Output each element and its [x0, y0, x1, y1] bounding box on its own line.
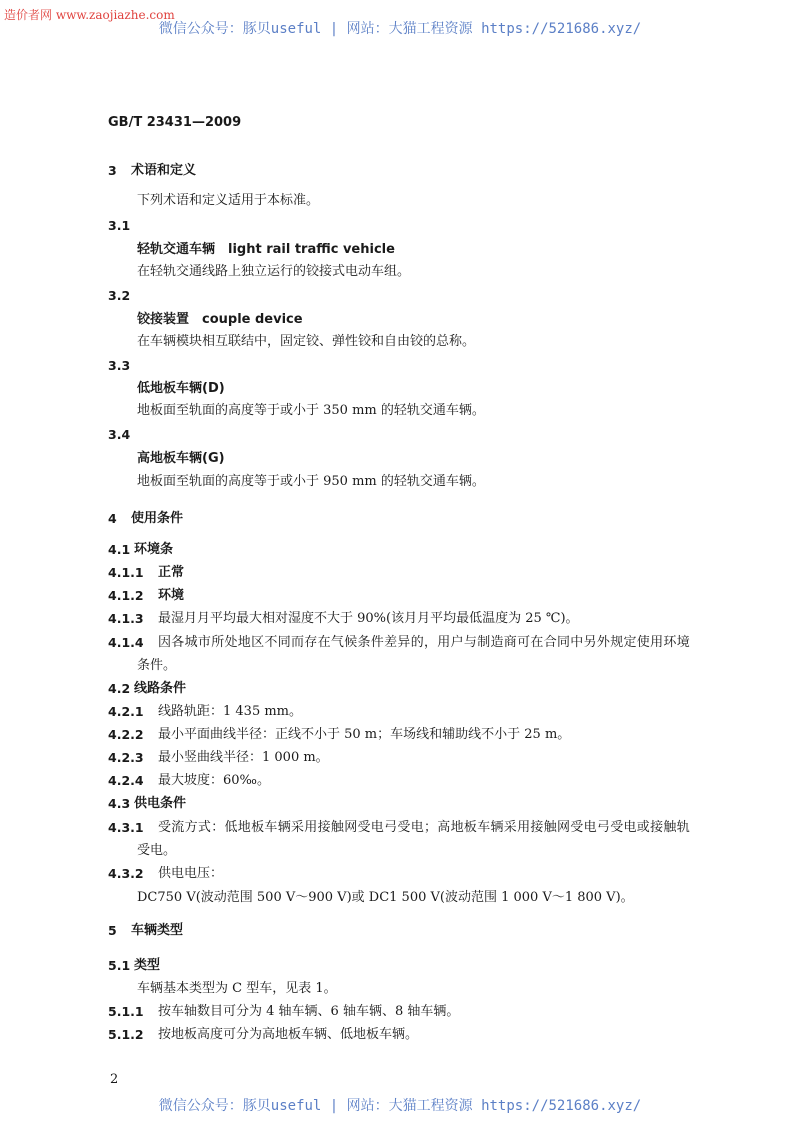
clause-number: 3.4 [108, 427, 131, 442]
clause-text: 环境 [158, 588, 185, 603]
clause-text: 供电电压： [158, 866, 224, 881]
clause-number: 4.2.4 [108, 773, 144, 788]
clause-text: 线路轨距：1 435 mm。 [158, 704, 303, 719]
clause-text: 正常 [158, 565, 185, 580]
clause-text: 最小竖曲线半径：1 000 m。 [158, 750, 329, 765]
clause-number: 3 [108, 163, 117, 178]
clause-text: 最大坡度：60‰。 [158, 773, 270, 788]
page-number: 2 [110, 1072, 119, 1087]
clause-text: 类型 [134, 958, 161, 973]
clause-text: 下列术语和定义适用于本标准。 [137, 193, 320, 208]
watermark-site: 造价者网 www.zaojiazhe.com [4, 8, 175, 22]
clause-number: 5.1.1 [108, 1004, 144, 1019]
clause-text: DC750 V(波动范围 500 V～900 V)或 DC1 500 V(波动范围 1 000 V～1 800 V)。 [137, 890, 634, 905]
clause-number: 4 [108, 511, 117, 526]
doc-id: GB/T 23431—2009 [108, 115, 242, 130]
clause-number: 4.2.3 [108, 750, 144, 765]
clause-text: 轻轨交通车辆 light rail traffic vehicle [137, 242, 395, 257]
clause-text: 最小平面曲线半径：正线不小于 50 m；车场线和辅助线不小于 25 m。 [158, 727, 571, 742]
watermark-banner-top: 微信公众号：豚贝useful | 网站：大猫工程资源 https://521686.xyz/ [158, 21, 642, 37]
clause-text: 在车辆模块相互联结中，固定铰、弹性铰和自由铰的总称。 [137, 334, 476, 349]
clause-text: 最湿月月平均最大相对湿度不大于 90%(该月月平均最低温度为 25 ℃)。 [158, 611, 579, 626]
clause-number: 5 [108, 923, 117, 938]
clause-number: 3.1 [108, 218, 131, 233]
clause-number: 4.3.2 [108, 866, 144, 881]
clause-text: 供电条件 [134, 796, 187, 811]
clause-text: 高地板车辆(G) [137, 451, 225, 466]
clause-text: 按地板高度可分为高地板车辆、低地板车辆。 [158, 1027, 419, 1042]
clause-number: 4.1.4 [108, 635, 144, 650]
clause-number: 5.1.2 [108, 1027, 144, 1042]
clause-number: 4.1.2 [108, 588, 144, 603]
watermark-banner-bottom: 微信公众号：豚贝useful | 网站：大猫工程资源 https://521686.xyz/ [158, 1098, 642, 1114]
clause-number: 4.1.1 [108, 565, 144, 580]
clause-text: 线路条件 [134, 681, 187, 696]
clause-text: 车辆基本类型为 C 型车，见表 1。 [137, 981, 337, 996]
clause-text: 因各城市所处地区不同而存在气候条件差异的，用户与制造商可在合同中另外规定使用环境 [158, 635, 691, 650]
clause-number: 4.2 [108, 681, 131, 696]
clause-number: 4.3 [108, 796, 131, 811]
clause-text: 受电。 [137, 843, 177, 858]
clause-text: 术语和定义 [131, 163, 197, 178]
clause-number: 4.2.2 [108, 727, 144, 742]
clause-text: 低地板车辆(D) [137, 381, 225, 396]
clause-text: 在轻轨交通线路上独立运行的铰接式电动车组。 [137, 264, 411, 279]
clause-number: 4.2.1 [108, 704, 144, 719]
clause-number: 3.2 [108, 288, 131, 303]
clause-text: 受流方式：低地板车辆采用接触网受电弓受电；高地板车辆采用接触网受电弓受电或接触轨 [158, 820, 691, 835]
clause-number: 5.1 [108, 958, 131, 973]
clause-text: 使用条件 [131, 511, 184, 526]
clause-text: 铰接装置 couple device [137, 312, 303, 327]
clause-number: 3.3 [108, 358, 131, 373]
clause-text: 车辆类型 [131, 923, 184, 938]
clause-text: 地板面至轨面的高度等于或小于 950 mm 的轻轨交通车辆。 [137, 474, 485, 489]
clause-number: 4.3.1 [108, 820, 144, 835]
clause-text: 环境条 [134, 542, 174, 557]
clause-number: 4.1 [108, 542, 131, 557]
clause-text: 按车轴数目可分为 4 轴车辆、6 轴车辆、8 轴车辆。 [158, 1004, 460, 1019]
clause-number: 4.1.3 [108, 611, 144, 626]
clause-text: 条件。 [137, 658, 177, 673]
clause-text: 地板面至轨面的高度等于或小于 350 mm 的轻轨交通车辆。 [137, 403, 485, 418]
